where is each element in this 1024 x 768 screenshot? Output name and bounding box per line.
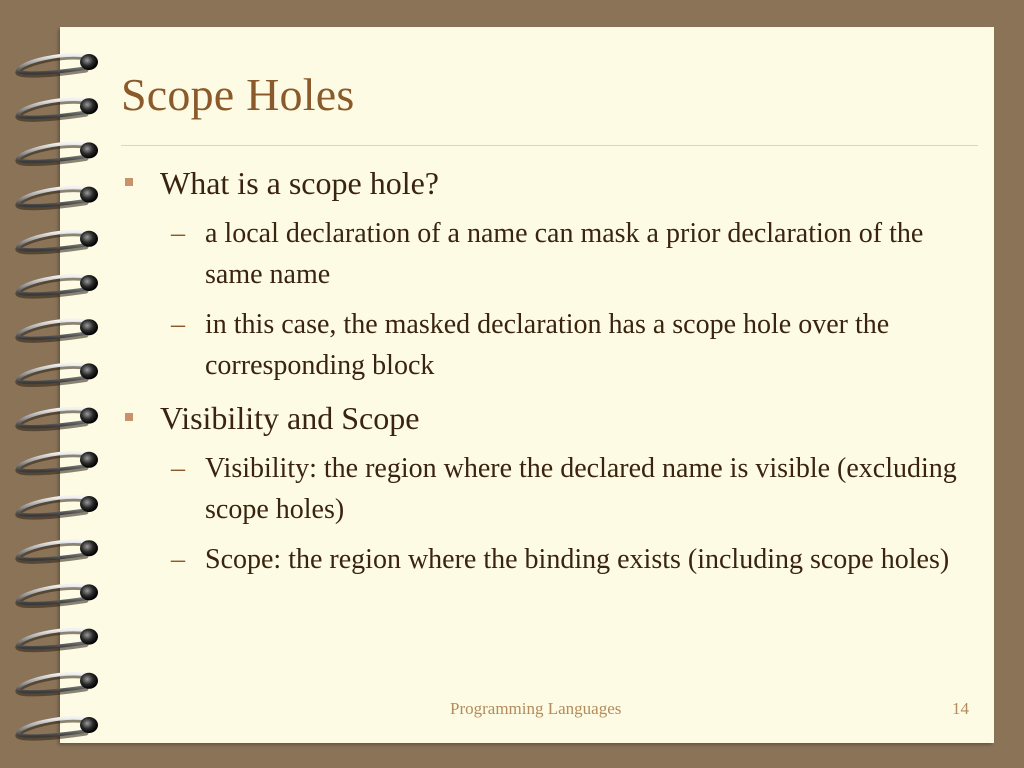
binding-ring [18, 363, 98, 384]
binding-ring [18, 452, 98, 473]
slide-content [122, 163, 982, 592]
square-bullet-icon [125, 413, 133, 421]
footer-text: Programming Languages [450, 699, 622, 718]
sub-item [122, 448, 982, 530]
slide-title: Scope Holes [121, 69, 355, 120]
bullet-item [122, 398, 982, 438]
binding-ring [18, 54, 98, 75]
binding-ring [18, 187, 98, 208]
bullet-text: Visibility and Scope [160, 400, 420, 436]
sub-item-text: Visibility: the region where the declared name is visible (excluding scope holes) [205, 453, 957, 525]
sub-item-text: a local declaration of a name can mask a prior declaration of the same name [205, 218, 924, 290]
binding-ring [18, 408, 98, 429]
sub-list [122, 448, 982, 580]
sub-list [122, 213, 982, 386]
binding-ring [18, 275, 98, 296]
binding-ring [18, 496, 98, 517]
square-bullet-icon [125, 178, 133, 186]
binding-ring [18, 319, 98, 340]
dash-marker: – [171, 218, 185, 249]
binding-ring [18, 673, 98, 694]
page-number: 14 [952, 699, 969, 718]
binding-ring [18, 717, 98, 738]
bullet-text: What is a scope hole? [160, 165, 439, 201]
sub-item-text: Scope: the region where the binding exists (including scope holes) [205, 544, 950, 575]
bullet-group-2 [122, 398, 982, 580]
dash-marker: – [171, 453, 185, 484]
bullet-group-1 [122, 163, 982, 386]
binding-ring [18, 142, 98, 163]
binding-ring [18, 231, 98, 252]
binding-ring [18, 629, 98, 650]
sub-item [122, 304, 982, 386]
binding-ring [18, 584, 98, 605]
dash-marker: – [171, 544, 185, 575]
sub-item [122, 539, 982, 580]
dash-marker: – [171, 309, 185, 340]
binding-ring [18, 98, 98, 119]
sub-item-text: in this case, the masked declaration has a scope hole over the corresponding block [205, 309, 890, 381]
bullet-item [122, 163, 982, 203]
sub-item [122, 213, 982, 295]
title-divider [121, 145, 978, 146]
spiral-binding-icon [0, 0, 110, 768]
binding-ring [18, 540, 98, 561]
